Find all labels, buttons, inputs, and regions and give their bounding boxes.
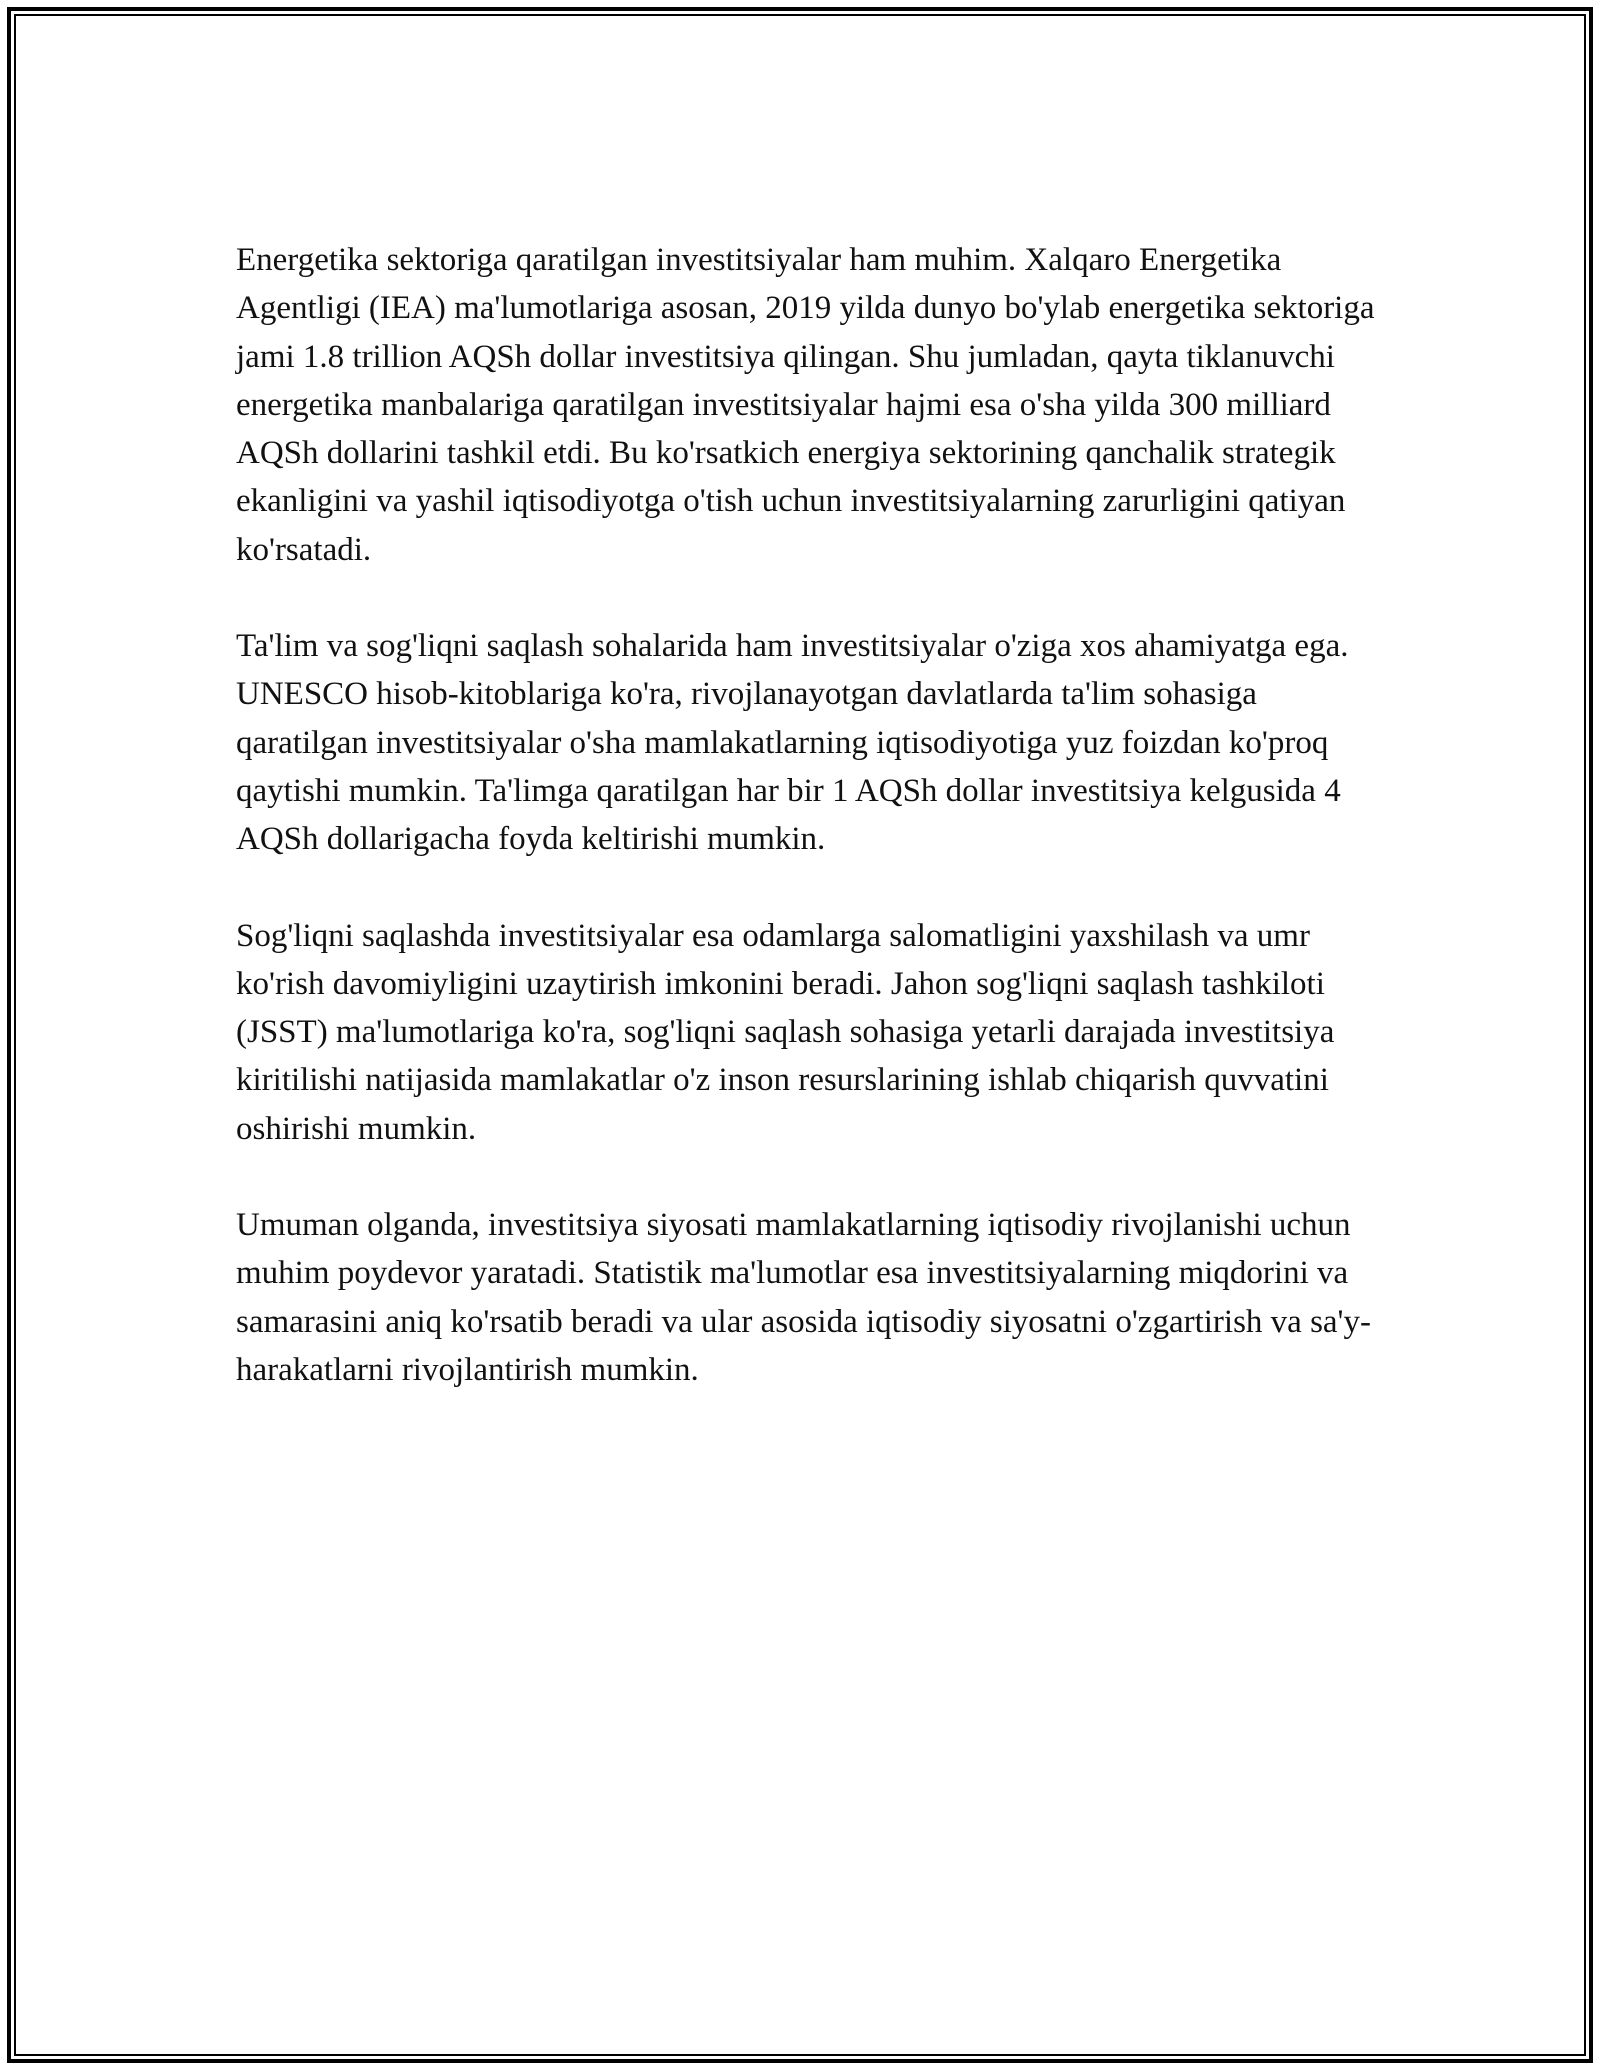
paragraph-energy-investment: Energetika sektoriga qaratilgan investitsiyalar ham muhim. Xalqaro Energetika Agentligi (IEA) ma'lumotlariga asosan, 2019 yilda dunyo bo'ylab energetika sektoriga jami 1.8 trillion AQSh dollar investitsiya qilingan. Shu jumladan, qayta tiklanuvchi energetika manbalariga qaratilgan investitsiyalar hajmi esa o'sha yilda 300 milliard AQSh dollarini tashkil etdi. Bu ko'rsatkich energiya sektorining qanchalik strategik ekanligini va yashil iqtisodiyotga o'tish uchun investitsiyalarning zarurligini qatiyan ko'rsatadi. bbox=[236, 242, 1375, 568]
paragraph-health-investment: Sog'liqni saqlashda investitsiyalar esa odamlarga salomatligini yaxshilash va umr ko'rish davomiyligini uzaytirish imkonini beradi. Jahon sog'liqni saqlash tashkiloti (JSST) ma'lumotlariga ko'ra, sog'liqni saqlash sohasiga yetarli darajada investitsiya kiritilishi natijasida mamlakatlar o'z inson resurslarining ishlab chiqarish quvvatini oshirishi mumkin. bbox=[236, 917, 1335, 1147]
paragraph-conclusion: Umuman olganda, investitsiya siyosati mamlakatlarning iqtisodiy rivojlanishi uchun muhim poydevor yaratadi. Statistik ma'lumotlar esa investitsiyalarning miqdorini va samarasini aniq ko'rsatib beradi va ular asosida iqtisodiy siyosatni o'zgartirish va sa'y-harakatlarni rivojlantirish mumkin. bbox=[236, 1207, 1371, 1388]
document-body bbox=[236, 236, 1376, 1442]
paragraph-education-investment: Ta'lim va sog'liqni saqlash sohalarida ham investitsiyalar o'ziga xos ahamiyatga ega. UNESCO hisob-kitoblariga ko'ra, rivojlanayotgan davlatlarda ta'lim sohasiga qaratilgan investitsiyalar o'sha mamlakatlarning iqtisodiyotiga yuz foizdan ko'proq qaytishi mumkin. Ta'limga qaratilgan har bir 1 AQSh dollar investitsiya kelgusida 4 AQSh dollarigacha foyda keltirishi mumkin. bbox=[236, 628, 1349, 858]
